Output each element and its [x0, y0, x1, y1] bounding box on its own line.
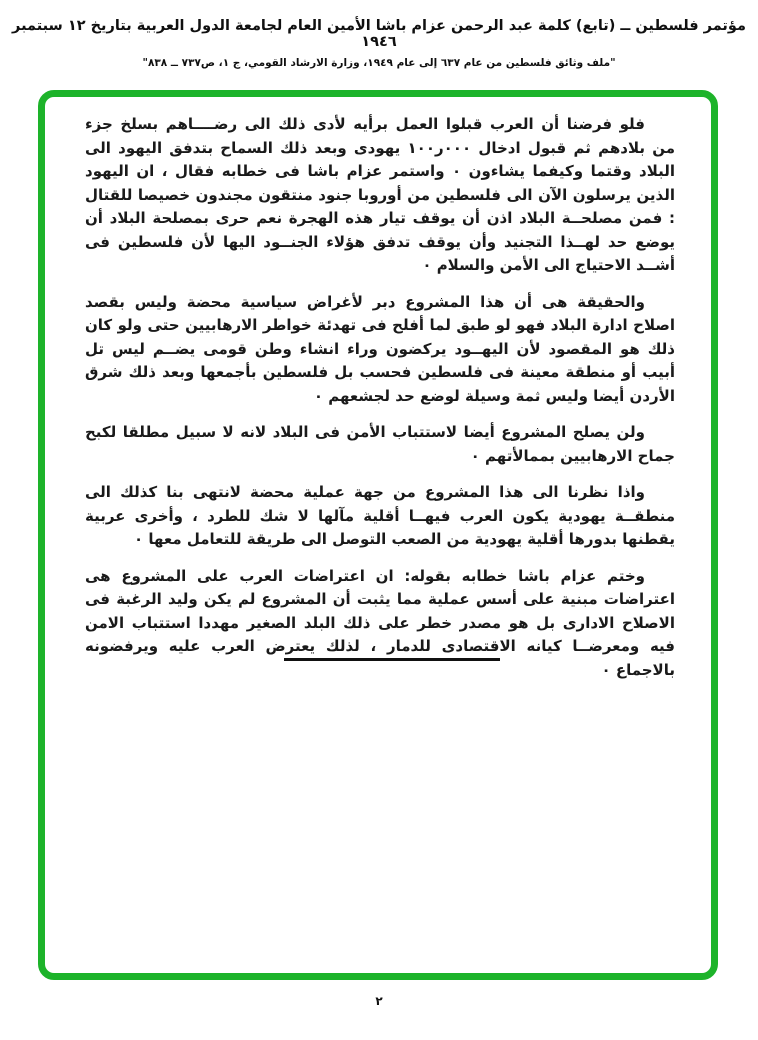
paragraph: واذا نظرنا الى هذا المشروع من جهة عملية محضة لانتهى بنا كذلك الى منطقــة يهودية يكون العرب فيهــا أقلية مآلها لا شك للطرد ، وأخرى عربية يقطنها بدورها أقلية يهودية من الصعب التوصل الى طريقة للتعامل معها ٠	[85, 483, 675, 548]
paragraph: فلو فرضنا أن العرب قبلوا العمل برأيه لأدى ذلك الى رضــــاهم بسلخ جزء من بلادهم ثم قبول ادخال ٠٠٠ر١٠٠ يهودى وبعد ذلك السماح بتدفق اليهود الى البلاد وقتما وكيفما يشاءون ٠ واستمر عزام باشا فى خطابه فقال ، ان اليهود الذين يرسلون الآن الى فلسطين من أوروبا جنود منتقون مجندون خصيصا للقتال : فمن مصلحــة البلاد اذن أن يوقف تيار هذه الهجرة نعم حرى بمصلحة البلاد أن يوضع حد لهــذا التجنيد وأن يوقف تدفق هؤلاء الجنــود اليها لأن فلسطين فى أشــد الاحتياج الى الأمن والسلام ٠	[85, 115, 675, 274]
section-divider	[284, 658, 500, 661]
document-body	[85, 113, 675, 695]
paragraph: ولن يصلح المشروع أيضا لاستتباب الأمن فى البلاد لانه لا سبيل مطلقا لكبح جماح الارهابيين بممالأتهم ٠	[85, 423, 675, 465]
document-header	[0, 18, 758, 69]
page-number: ٢	[375, 994, 383, 1008]
paragraph: والحقيقة هى أن هذا المشروع دبر لأغراض سياسية محضة وليس بقصد اصلاح ادارة البلاد فهو لو طبق لما أفلح فى تهدئة خواطر الارهابيين حتى ولو كان ذلك هو المقصود لأن اليهــود يركضون وراء انشاء وطن قومى يضــم ليس تل أبيب أو منطقة معينة فى فلسطين فحسب بل فلسطين بأجمعها وبعد ذلك شرق الأردن أيضا وليس ثمة وسيلة لوضع حد لجشعهم ٠	[85, 292, 675, 405]
document-title: مؤتمر فلسطين ــ (تابع) كلمة عبد الرحمن عزام باشا الأمين العام لجامعة الدول العربية بتاريخ ١٢ سبتمبر ١٩٤٦	[12, 18, 746, 50]
paragraph: وختم عزام باشا خطابه بقوله: ان اعتراضات العرب على المشروع هى اعتراضات مبنية على أسس عملية مما يثبت أن المشروع لم يكن وليد الرغبة فى الاصلاح الادارى بل هو مصدر خطر على ذلك البلد الصغير مهددا استتباب الامن فيه ومعرضــا كيانه الاقتصادى للدمار ، لذلك يعترض العرب عليه ويرفضونه بالاجماع ٠	[85, 566, 675, 679]
green-frame	[38, 90, 718, 980]
document-source-line: "ملف وثائق فلسطين من عام ٦٣٧ إلى عام ١٩٤٩، وزارة الارشاد القومي، ج ١، ص٧٣٧ ــ ٨٣٨"	[142, 57, 616, 69]
